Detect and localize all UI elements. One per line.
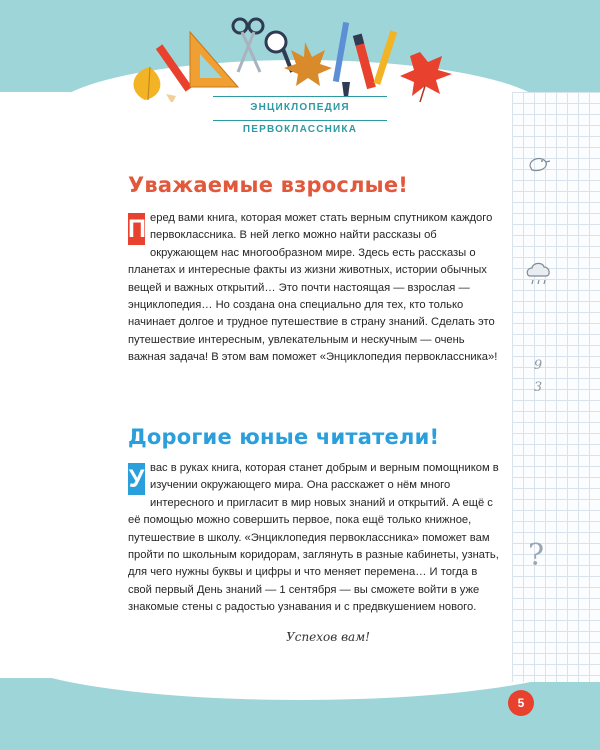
school-supplies-illustration (120, 12, 480, 102)
adults-heading: Уважаемые взрослые! (128, 173, 409, 197)
bird-doodle-icon (526, 150, 552, 176)
adults-body-text: еред вами книга, которая может стать верным спутником каждого первоклассника. В ней легко можно найти рассказы об окружающем нас многообразном мире. Здесь есть рассказы о планетах и интересные факты из жизни животных, истории обычных вещей и важных открытий… Это почти настоящая — взрослая — энциклопедия… Но создана она специально для тех, кто только начинает долгое и трудное путешествие в страну знаний. Сделать это путешествие интересным, увлекательным и нескучным — очень важная задача! В этом вам поможет «Энциклопедия первоклассника»! (128, 212, 498, 364)
title-rule-bottom (213, 120, 387, 121)
magnifier-icon (266, 32, 292, 72)
triangle-ruler-icon (190, 32, 238, 87)
cloud-rain-doodle-icon (524, 258, 554, 292)
marker-icon (353, 34, 376, 89)
crayon-icon (373, 30, 397, 84)
series-title: ЭНЦИКЛОПЕДИЯ ПЕРВОКЛАССНИКА (242, 102, 358, 135)
adults-dropcap: П (128, 215, 146, 243)
adults-paragraph (128, 210, 500, 367)
signoff-text: Успехов вам! (286, 630, 370, 644)
page-number: 5 (508, 690, 534, 716)
margin-digit: 3 (533, 380, 543, 395)
readers-body-text: вас в руках книга, которая станет добрым и верным помощником в изучении окружающего мира. Она расскажет о нём много интересного и пригласит в мир новых знаний и открытий. А ещё с её помощью можно совершить первое, пока ещё только книжное, путешествие в школу. «Энциклопедия первоклассника» поможет вам пройти по школьным коридорам, заглянуть в разные кабинеты, узнать, для чего нужны буквы и цифры и что меняет перемена… И тогда в свой первый День знаний — 1 сентября — вы сможете войти в уже знакомые стены с радостью узнавания и с предвкушением нового. (128, 462, 499, 614)
autumn-leaf-icon (400, 52, 452, 102)
question-mark-doodle: ? (528, 538, 545, 573)
margin-digits (526, 355, 550, 399)
maple-leaf-icon (284, 42, 332, 86)
leaf-icon (134, 67, 161, 100)
scissors-icon (233, 19, 263, 72)
readers-dropcap: У (128, 465, 145, 493)
pencil-icon (156, 44, 192, 102)
readers-paragraph (128, 460, 500, 617)
margin-digit: 9 (533, 358, 543, 373)
paintbrush-icon (333, 22, 350, 97)
readers-heading: Дорогие юные читатели! (128, 425, 440, 449)
